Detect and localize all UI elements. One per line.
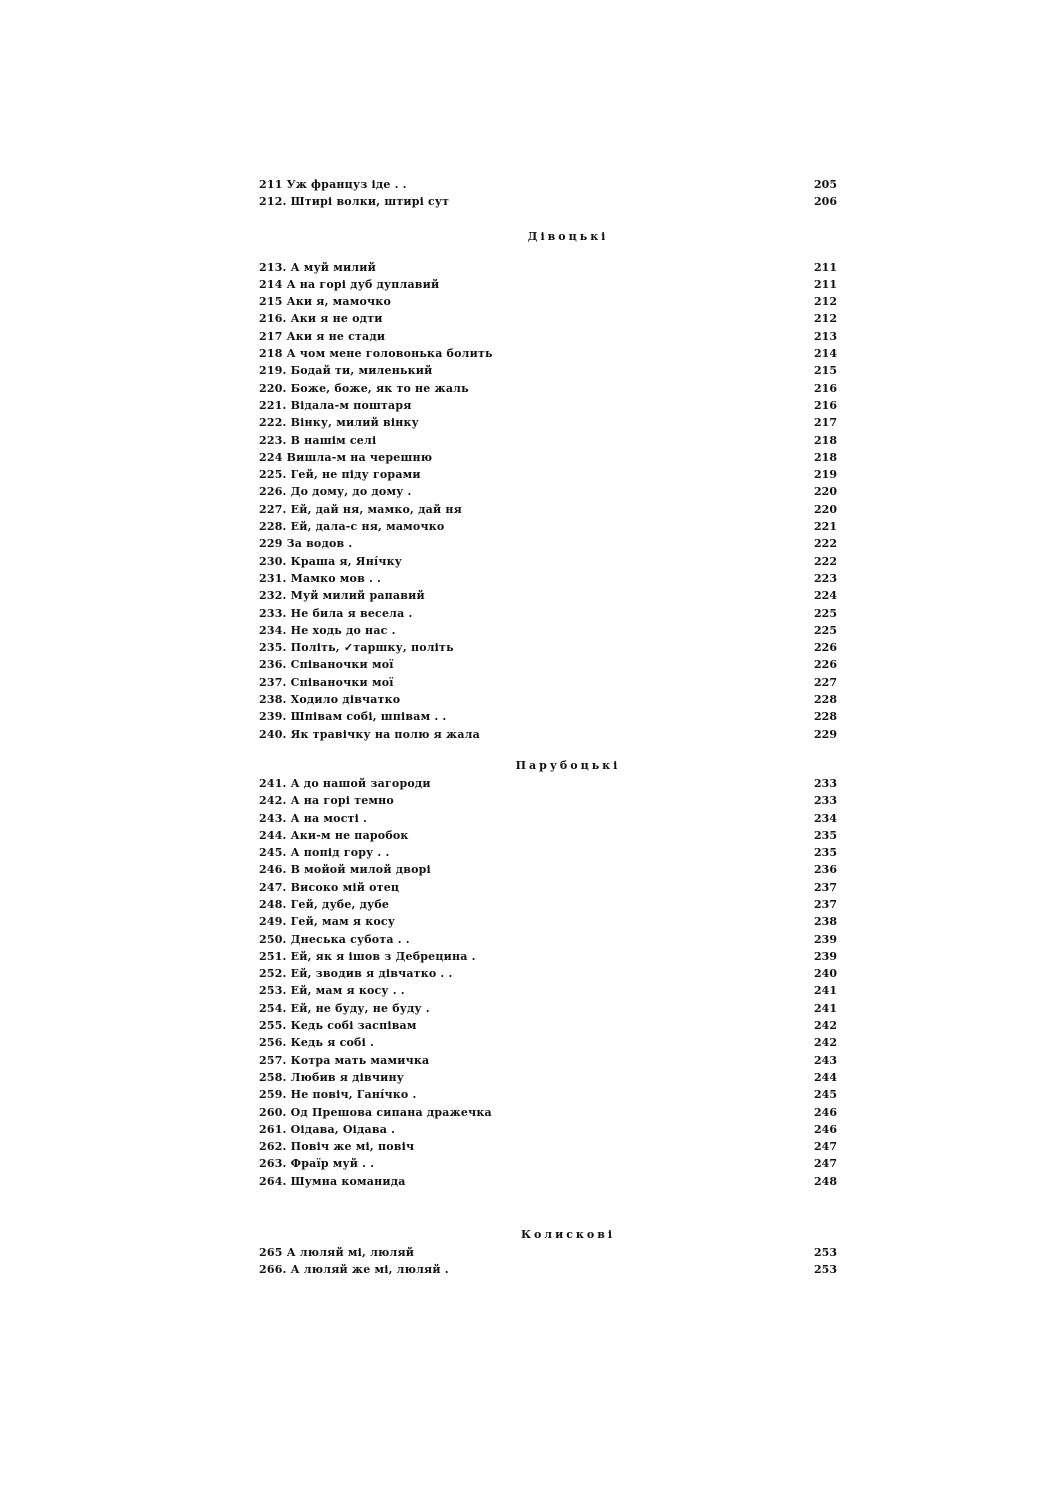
entry-title: 245. А попід гору . .	[259, 846, 390, 860]
toc-entry	[259, 362, 837, 379]
section-heading: Колискові	[520, 1228, 616, 1242]
entry-page: 217	[814, 416, 837, 430]
toc-entry	[259, 622, 837, 639]
toc-entry	[259, 965, 837, 982]
toc-entry	[259, 639, 837, 656]
toc-entries	[259, 259, 837, 743]
entry-title: 224 Вишла-м на черешню	[259, 450, 433, 464]
entry-page: 242	[814, 1036, 837, 1050]
entry-page: 215	[814, 364, 837, 378]
toc-entry	[259, 827, 837, 844]
entry-title: 248. Гей, дубе, дубе	[259, 897, 390, 911]
entry-title: 266. А люляй же мі, люляй .	[259, 1263, 449, 1277]
toc-entry	[259, 1069, 837, 1086]
toc-entry	[259, 726, 837, 743]
toc-entries	[259, 176, 837, 211]
entry-title: 260. Од Прешова сипана дражечка	[259, 1105, 492, 1119]
toc-entry	[259, 587, 837, 604]
toc-entry	[259, 674, 837, 691]
entry-page: 220	[814, 485, 837, 499]
toc-entry	[259, 1261, 837, 1278]
entry-page: 228	[814, 710, 837, 724]
entry-title: 222. Вінку, милий вінку	[259, 416, 419, 430]
entry-title: 247. Високо мій отец	[259, 880, 400, 894]
entry-title: 225. Гей, не піду горами	[259, 468, 421, 482]
toc-entry	[259, 432, 837, 449]
entry-page: 247	[814, 1157, 837, 1171]
section-heading: Дівоцькі	[527, 229, 609, 243]
entry-page: 245	[814, 1088, 837, 1102]
entry-page: 246	[814, 1122, 837, 1136]
entry-title: 237. Співаночки мої	[259, 675, 394, 689]
entry-page: 237	[814, 880, 837, 894]
entry-page: 253	[814, 1263, 837, 1277]
entry-page: 233	[814, 776, 837, 790]
toc-entry	[259, 483, 837, 500]
toc-entry	[259, 553, 837, 570]
entry-page: 218	[814, 433, 837, 447]
entry-page: 248	[814, 1174, 837, 1188]
entry-page: 240	[814, 967, 837, 981]
toc-entries	[259, 1244, 837, 1279]
toc-entry	[259, 1244, 837, 1261]
toc-entry	[259, 913, 837, 930]
toc-entry	[259, 501, 837, 518]
toc-entry	[259, 691, 837, 708]
entry-title: 226. До дому, до дому .	[259, 485, 412, 499]
toc-entry	[259, 276, 837, 293]
entry-page: 228	[814, 693, 837, 707]
entry-page: 224	[814, 589, 837, 603]
entry-title: 249. Гей, мам я косу	[259, 915, 396, 929]
toc-entry	[259, 1052, 837, 1069]
entry-page: 241	[814, 1001, 837, 1015]
entry-page: 227	[814, 675, 837, 689]
entry-page: 211	[814, 277, 837, 291]
toc-entry	[259, 449, 837, 466]
entry-title: 246. В мойой милой дворі	[259, 863, 431, 877]
toc-entry	[259, 1104, 837, 1121]
entry-page: 242	[814, 1019, 837, 1033]
entry-page: 212	[814, 312, 837, 326]
table-of-contents	[259, 176, 837, 1279]
entry-title: 213. А муй милий	[259, 260, 376, 274]
entry-title: 252. Ей, зводив я дівчатко . .	[259, 967, 453, 981]
entry-title: 240. Як травічку на полю я жала	[259, 727, 480, 741]
entry-page: 214	[814, 347, 837, 361]
toc-entry	[259, 879, 837, 896]
toc-entry	[259, 1034, 837, 1051]
entry-page: 237	[814, 897, 837, 911]
entry-title: 228. Ей, дала-с ня, мамочко	[259, 520, 445, 534]
toc-entry	[259, 293, 837, 310]
toc-entry	[259, 810, 837, 827]
toc-entry	[259, 775, 837, 792]
entry-page: 234	[814, 811, 837, 825]
entry-title: 212. Штирі волки, штирі сут	[259, 195, 450, 209]
entry-page: 219	[814, 468, 837, 482]
toc-entry	[259, 1138, 837, 1155]
toc-entry	[259, 570, 837, 587]
entry-title: 223. В нашім селі	[259, 433, 377, 447]
toc-entry	[259, 193, 837, 210]
entry-page: 205	[814, 178, 837, 191]
entry-title: 216. Аки я не одти	[259, 312, 383, 326]
toc-entry	[259, 310, 837, 327]
toc-entry	[259, 792, 837, 809]
entry-title: 221. Відала-м поштаря	[259, 398, 412, 412]
toc-entry	[259, 1000, 837, 1017]
entry-title: 239. Шпівам собі, шпівам . .	[259, 710, 447, 724]
entry-title: 233. Не била я весела .	[259, 606, 413, 620]
entry-page: 216	[814, 381, 837, 395]
entry-page: 235	[814, 846, 837, 860]
toc-section-parubotski	[259, 757, 837, 1190]
entry-title: 227. Ей, дай ня, мамко, дай ня	[259, 502, 462, 516]
entry-title: 215 Аки я, мамочко	[259, 295, 391, 309]
entry-title: 234. Не ходь до нас .	[259, 623, 396, 637]
entry-title: 262. Повіч же мі, повіч	[259, 1140, 415, 1154]
entry-title: 256. Кедь я собі .	[259, 1036, 375, 1050]
toc-entry	[259, 1173, 837, 1190]
section-heading: Парубоцькі	[515, 758, 621, 772]
entry-page: 216	[814, 398, 837, 412]
entry-title: 263. Фраїр муй . .	[259, 1157, 375, 1171]
toc-entry	[259, 259, 837, 276]
toc-entries	[259, 775, 837, 1190]
entry-page: 206	[814, 195, 837, 209]
entry-title: 236. Співаночки мої	[259, 658, 394, 672]
toc-entry	[259, 535, 837, 552]
entry-title: 230. Краша я, Яні́чку	[259, 554, 402, 568]
toc-entry	[259, 1086, 837, 1103]
entry-title: 232. Муй милий рапавий	[259, 589, 425, 603]
toc-entry	[259, 397, 837, 414]
toc-entry	[259, 605, 837, 622]
entry-title: 265 А люляй мі, люляй	[259, 1246, 415, 1260]
entry-title: 219. Бодай ти, миленький	[259, 364, 433, 378]
toc-entry	[259, 1121, 837, 1138]
toc-entry	[259, 982, 837, 999]
entry-page: 236	[814, 863, 837, 877]
entry-page: 223	[814, 571, 837, 585]
toc-section-kolyskovi	[259, 1226, 837, 1279]
entry-page: 233	[814, 794, 837, 808]
toc-entry	[259, 1017, 837, 1034]
entry-title: 251. Ей, як я ішов з Дебрецина .	[259, 949, 476, 963]
entry-page: 222	[814, 537, 837, 551]
entry-title: 253. Ей, мам я косу . .	[259, 984, 405, 998]
entry-page: 225	[814, 606, 837, 620]
entry-title: 229 За водов .	[259, 537, 353, 551]
entry-title: 264. Шумна команида	[259, 1174, 406, 1188]
entry-page: 253	[814, 1246, 837, 1260]
entry-page: 239	[814, 949, 837, 963]
entry-title: 257. Котра мать мамичка	[259, 1053, 430, 1067]
toc-entry	[259, 948, 837, 965]
entry-page: 238	[814, 915, 837, 929]
entry-title: 242. А на горі темно	[259, 794, 394, 808]
entry-page: 226	[814, 658, 837, 672]
entry-page: 235	[814, 828, 837, 842]
entry-title: 218 А чом мене головонька болить	[259, 347, 493, 361]
toc-section-top	[259, 176, 837, 211]
toc-entry	[259, 844, 837, 861]
entry-title: 241. А до нашой загороди	[259, 776, 431, 790]
entry-page: 229	[814, 727, 837, 741]
entry-title: 244. Аки-м не паробок	[259, 828, 409, 842]
entry-title: 258. Любив я дівчину	[259, 1070, 405, 1084]
entry-page: 241	[814, 984, 837, 998]
entry-page: 218	[814, 450, 837, 464]
entry-page: 221	[814, 520, 837, 534]
entry-page: 213	[814, 329, 837, 343]
toc-entry	[259, 656, 837, 673]
toc-entry	[259, 328, 837, 345]
entry-page: 212	[814, 295, 837, 309]
toc-entry	[259, 708, 837, 725]
entry-page: 220	[814, 502, 837, 516]
entry-title: 259. Не повіч, Гані́чко .	[259, 1088, 417, 1102]
toc-entry	[259, 176, 837, 193]
toc-entry	[259, 931, 837, 948]
entry-title: 254. Ей, не буду, не буду .	[259, 1001, 430, 1015]
entry-page: 226	[814, 641, 837, 655]
toc-entry	[259, 380, 837, 397]
entry-page: 243	[814, 1053, 837, 1067]
entry-page: 211	[814, 260, 837, 274]
entry-page: 247	[814, 1140, 837, 1154]
entry-page: 225	[814, 623, 837, 637]
entry-title: 231. Мамко мов . .	[259, 571, 382, 585]
entry-title: 217 Аки я не стади	[259, 329, 386, 343]
toc-section-divotski	[259, 228, 837, 743]
toc-entry	[259, 414, 837, 431]
toc-entry	[259, 896, 837, 913]
toc-entry	[259, 1155, 837, 1172]
entry-page: 222	[814, 554, 837, 568]
entry-title: 220. Боже, боже, як то не жаль	[259, 381, 469, 395]
entry-title: 214 А на горі дуб дуплавий	[259, 277, 440, 291]
toc-entry	[259, 518, 837, 535]
entry-title: 250. Днеська субота . .	[259, 932, 410, 946]
entry-title: 238. Ходило дівчатко	[259, 693, 401, 707]
entry-title: 255. Кедь собі заспівам	[259, 1019, 417, 1033]
entry-title: 235. Політь, ✓таршку, політь	[259, 641, 454, 655]
entry-title: 211 Уж француз іде . .	[259, 178, 407, 191]
entry-title: 261. Оідава, Оідава .	[259, 1122, 396, 1136]
entry-page: 246	[814, 1105, 837, 1119]
toc-entry	[259, 466, 837, 483]
entry-page: 239	[814, 932, 837, 946]
entry-page: 244	[814, 1070, 837, 1084]
entry-title: 243. А на мості .	[259, 811, 368, 825]
toc-entry	[259, 345, 837, 362]
toc-entry	[259, 861, 837, 878]
